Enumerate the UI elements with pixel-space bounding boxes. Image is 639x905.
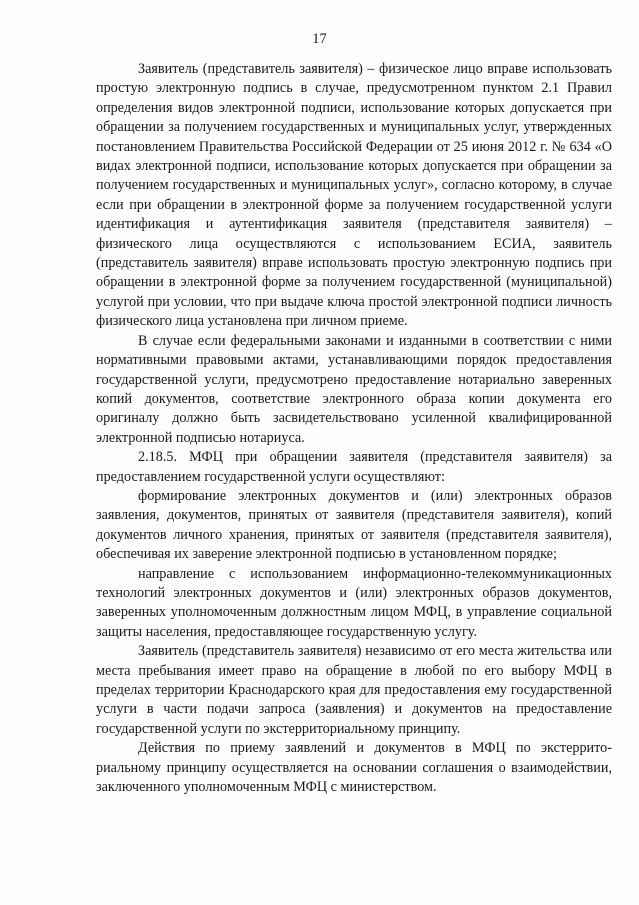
paragraph-extraterritorial-right: Заявитель (представитель заявителя) независимо от его места жительства или места пребывания имеет право на обращение в любой по его выбору МФЦ в пределах территории Краснодарского края для предоставления ему государственной услуги в части подачи запроса (заявления) и документов на предоставление государственной услуги по экстерриториальному принципу. <box>96 643 612 737</box>
paragraph-mfc-duty-sending: направление с использованием информационно-телекоммуникационных технологий электронных документов и (или) электронных образов документов, заверенных уполномоченным должностным лицом МФЦ, в управление социальной защиты населения, предоставляющее государственную услугу. <box>96 565 612 640</box>
paragraph-mfc-duty-forming: формирование электронных документов и (или) электронных образов заявления, документов, принятых от заявителя (представителя заявителя), копий документов личного хранения, принятых от заявителя (представителя заявителя), обеспечивая их заверение электронной подписью в установленном порядке; <box>96 487 612 563</box>
paragraph-mfc-duties-intro: 2.18.5. МФЦ при обращении заявителя (представителя заявителя) за предоставлением государственной услуги осуществляют: <box>96 449 612 485</box>
page-number: 17 <box>312 31 327 47</box>
paragraph-extraterritorial-agreement: Действия по приему заявлений и документов в МФЦ по экстерриториальному принципу осуществляется на основании соглашения о взаимодействии, заключенного уполномоченным МФЦ с министерством. <box>96 740 612 796</box>
paragraph-simple-signature: Заявитель (представитель заявителя) – физическое лицо вправе использовать простую электронную подпись в случае, предусмотренном пунктом 2.1 Правил определения видов электронной подписи, использование которых допускается при обращении за получением государственных и муниципальных услуг, утвержденных постановлением Правительства Российской Федерации от 25 июня 2012 г. № 634 «О видах электронной подписи, использование которых допускается при обращении за получением государственных и муниципальных услуг», согласно которому, в случае если при обращении в электронной форме за получением государственной услуги идентификация и аутентификация заявителя (представителя заявителя) – физического лица осуществляются с использованием ЕСИА, заявитель (представитель заявителя) вправе использовать простую электронную подпись при обращении в электронной форме за получением государственной (муниципальной) услугой при условии, что при выдаче ключа простой электронной подписи личность физического лица установлена при личном приеме. <box>96 61 612 330</box>
paragraph-notarized-copies: В случае если федеральными законами и изданными в соответствии с ними нормативными правовыми актами, устанавливающими порядок предоставления государственной услуги, предусмотрено предоставление нотариально заверенных копий документов, соответствие электронного образа копии документа его оригиналу должно быть засвидетельствовано усиленной квалифицированной электронной подписью нотариуса. <box>96 332 612 446</box>
document-body <box>96 60 612 797</box>
